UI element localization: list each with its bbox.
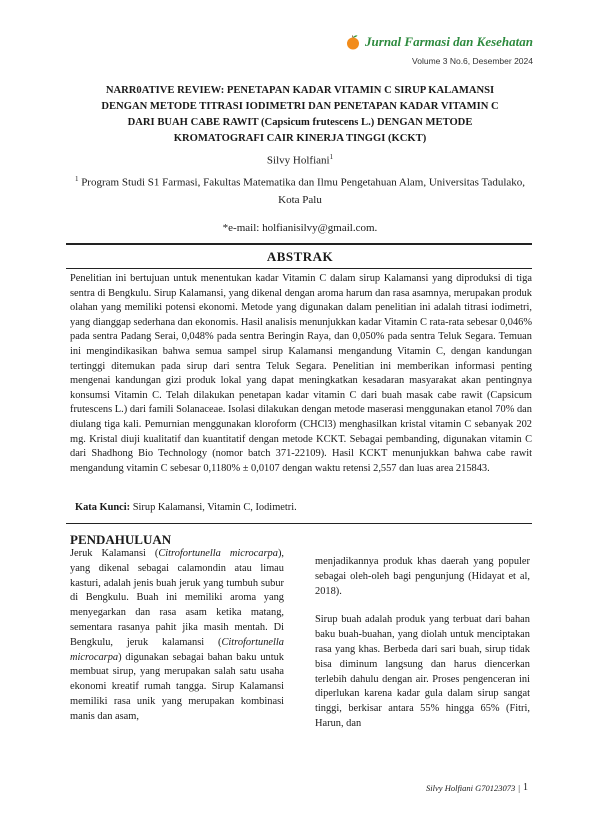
title-line: NARR0ATIVE REVIEW: PENETAPAN KADAR VITAMIN C SIRUP KALAMANSI — [105, 85, 495, 96]
divider — [66, 523, 532, 524]
affiliation-sup: 1 — [74, 175, 79, 183]
paper-title — [70, 83, 530, 147]
affiliation — [70, 171, 530, 209]
affiliation-text: Program Studi S1 Farmasi, Fakultas Matematika dan Ilmu Pengetahuan Alam, Universitas Tadulako, Kota Palu — [81, 176, 526, 206]
journal-header — [345, 34, 533, 50]
title-line: DARI BUAH CABE RAWIT (Capsicum frutescens L.) DENGAN METODE — [127, 117, 473, 128]
keywords-label: Kata Kunci: — [75, 502, 131, 513]
email: *e-mail: holfianisilvy@gmail.com. — [222, 222, 378, 234]
intro-paragraph: menjadikannya produk khas daerah yang populer sebagai oleh-oleh bagi pengunjung (Hidayat et al, 2018). — [315, 556, 530, 597]
keywords-text: Sirup Kalamansi, Vitamin C, Iodimetri. — [132, 502, 297, 513]
section-heading: PENDAHULUAN — [70, 532, 172, 547]
intro-right-column — [315, 555, 530, 732]
intro-paragraph — [70, 547, 284, 725]
intro-left-column — [70, 547, 284, 725]
orange-logo-icon — [345, 34, 361, 50]
divider — [66, 268, 532, 269]
abstract-text: Penelitian ini bertujuan untuk menentukan kadar Vitamin C dalam sirup Kalamansi yang diproduksi di tiga sentra di Bengkulu. Sirup Kalamansi, yang dikenal dengan aroma harum dan rasa asamnya, merupakan produk olahan yang memiliki potensi ekonomi. Metode yang digunakan dalam penelitian ini adalah titrasi iodimetri, yang dianggap sederhana dan ekonomis. Hasil analisis menunjukkan kadar Vitamin C rata-rata sebesar 0,046% pada sentra Padang Serai, 0,048% pada sentra Beringin Raya, dan 0,050% pada sentra Teluk Segara. Temuan ini mengindikasikan bahwa semua sampel sirup Kalamansi mengandung Vitamin C, dengan kandungan tertinggi ditemukan pada sirup dari sentra Teluk Segara. Penelitian ini memberikan informasi penting mengenai kandungan gizi produk lokal yang dapat meningkatkan kesadaran masyarakat akan pentingnya konsumsi Vitamin C. Telah dilakukan penetapan kadar vitamin C dari buah masak cabe rawit (Capsicum frutescens L.) dari famili Solanaceae. Isolasi dilakukan dengan metode maserasi menggunakan etanol 70% dan diulang tiga kali. Pemurnian menggunakan kloroform (CHCl3) menghasilkan kristal vitamin C sebanyak 202 mg. Kristal diuji kualitatif dan kuantitatif dengan metode KCKT. Sebagai pembanding, digunakan vitamin C dari Shadhong Bio Technology (nomor batch 371-22109). Hasil KCKT menunjukkan bahwa cabe rawit mengandung vitamin C sebesar 0,1180% ± 0,0107 dengan waktu retensi 2,557 dan luas area 215843. — [70, 273, 532, 474]
page-number: 1 — [523, 782, 528, 793]
author-name: Silvy Holfiani — [266, 154, 330, 167]
divider — [66, 243, 532, 245]
text-run: ) digunakan sebagai bahan baku untuk membuat sirup, yang merupakan salah satu usaha ekonomi kreatif rumah tangga. Sirup Kalamansi memiliki rasa unik yang merupakan kombinasi manis dan asam, — [70, 651, 284, 722]
author-sup: 1 — [329, 153, 334, 161]
text-run: ), yang dikenal sebagai calamondin atau limau kasturi, adalah jenis buah jeruk yang tumbuh subur di Bengkulu. Buah ini memiliki aroma yang menyegarkan dan rasa asam ketika matang, sementara rasanya pahit jika masih mentah. Di Bengkulu, jeruk kalamansi ( — [70, 548, 284, 648]
volume-info: Volume 3 No.6, Desember 2024 — [412, 56, 533, 66]
title-line: KROMATOGRAFI CAIR KINERJA TINGGI (KCKT) — [173, 133, 427, 144]
keywords — [75, 502, 297, 513]
title-line: DENGAN METODE TITRASI IODIMETRI DAN PENETAPAN KADAR VITAMIN C — [101, 101, 499, 112]
abstract-heading: ABSTRAK — [266, 249, 334, 264]
footer-separator: | — [518, 782, 520, 793]
footer-author: Silvy Holfiani G70123073 — [426, 782, 516, 793]
text-run: Jeruk Kalamansi ( — [70, 548, 159, 559]
journal-name: Jurnal Farmasi dan Kesehatan — [365, 34, 533, 49]
intro-paragraph: Sirup buah adalah produk yang terbuat dari bahan baku buah-buahan, yang diolah untuk menciptakan rasa yang khas. Berbeda dari sari buah, sirup tidak bisa diminum langsung dan harus diencerkan terlebih dahulu dengan air. Proses pengenceran ini diperlukan karena kadar gula dalam sirup sangat tinggi, berkisar antara 55% hingga 65% (Fitri, Harun, dan — [315, 614, 530, 729]
species-name: Citrofortunella microcarpa — [158, 548, 278, 559]
page-footer — [426, 782, 528, 793]
author-line — [0, 153, 600, 167]
species-name: Citrofortunella microcarpa — [70, 636, 284, 663]
